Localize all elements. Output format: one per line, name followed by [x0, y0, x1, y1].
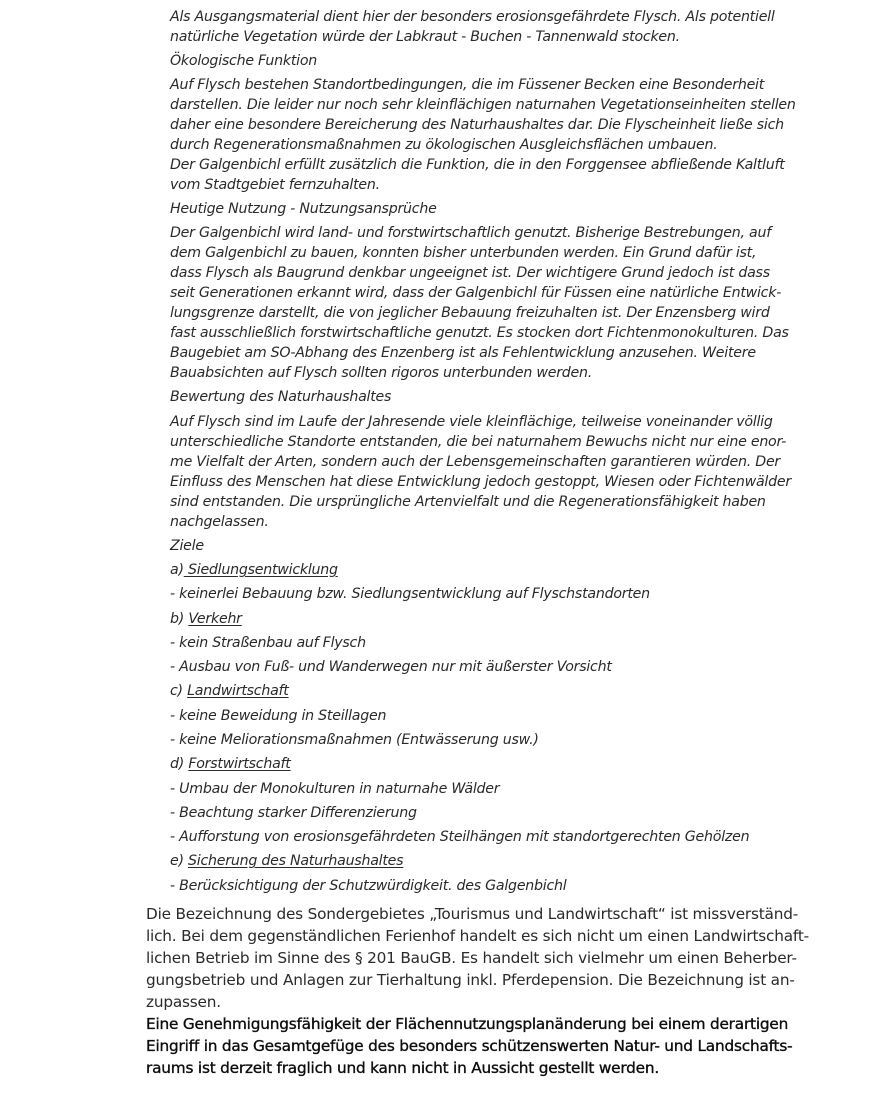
goal-item: - Ausbau von Fuß- und Wanderwegen nur mit äußerster Vorsicht: [170, 659, 612, 675]
body-line: lichen Betrieb im Sinne des § 201 BauGB. Es handelt sich vielmehr um einen Beherber-: [146, 949, 797, 967]
goal-heading-b: [170, 609, 242, 629]
body-line: lich. Bei dem gegenständlichen Ferienhof handelt es sich nicht um einen Landwirtschaft-: [146, 927, 809, 945]
body-line: Die Bezeichnung des Sondergebietes „Tourismus und Landwirtschaft“ ist missverständ-: [146, 905, 799, 923]
goal-heading-d: [170, 754, 291, 774]
quote-line: durch Regenerationsmaßnahmen zu ökologischen Ausgleichsflächen umbauen.: [170, 137, 718, 153]
goal-prefix: d): [170, 756, 189, 772]
goal-item: - Beachtung starker Differenzierung: [170, 805, 417, 821]
conclusion-line: Eine Genehmigungsfähigkeit der Flächennutzungsplanänderung bei einem derartigen: [146, 1015, 789, 1033]
quote-line: natürliche Vegetation würde der Labkraut - Buchen - Tannenwald stocken.: [170, 29, 680, 45]
quote-line: Einfluss des Menschen hat diese Entwicklung jedoch gestoppt, Wiesen oder Fichtenwälder: [170, 474, 791, 490]
goal-title: Forstwirtschaft: [188, 756, 291, 772]
conclusion-line: Eingriff in das Gesamtgefüge des besonders schützenswerten Natur- und Landschafts-: [146, 1037, 793, 1055]
goal-prefix: a): [170, 562, 184, 578]
quote-line: Der Galgenbichl wird land- und forstwirtschaftlich genutzt. Bisherige Bestrebungen, auf: [170, 225, 771, 241]
heading-heutige-nutzung: Heutige Nutzung - Nutzungsansprüche: [170, 201, 437, 217]
goal-heading-c: [170, 681, 289, 701]
quote-line: me Vielfalt der Arten, sondern auch der Lebensgemeinschaften garantieren würden. Der: [170, 454, 781, 470]
quote-line: seit Generationen erkannt wird, dass der Galgenbichl für Füssen eine natürliche Entwick-: [170, 285, 782, 301]
quote-line: lungsgrenze darstellt, die von jeglicher Bebauung freizuhalten ist. Der Enzensberg wird: [170, 305, 770, 321]
quote-line: darstellen. Die leider nur noch sehr kleinflächigen naturnahen Vegetationseinheiten stellen: [170, 97, 796, 113]
quote-line: unterschiedliche Standorte entstanden, die bei naturnahem Bewuchs nicht nur eine enor-: [170, 434, 787, 450]
quote-line: Bauabsichten auf Flysch sollten rigoros unterbunden werden.: [170, 365, 593, 381]
quote-line: vom Stadtgebiet fernzuhalten.: [170, 177, 380, 193]
conclusion-line: raums ist derzeit fraglich und kann nicht in Aussicht gestellt werden.: [146, 1059, 660, 1077]
quote-line: dem Galgenbichl zu bauen, konnten bisher unterbunden werden. Ein Grund dafür ist,: [170, 245, 757, 261]
heading-oekologische-funktion: Ökologische Funktion: [170, 53, 318, 69]
goal-prefix: e): [170, 853, 189, 869]
quote-line: Auf Flysch bestehen Standortbedingungen, die im Füssener Becken eine Besonderheit: [170, 77, 765, 93]
heading-ziele: Ziele: [170, 538, 204, 554]
body-line: gungsbetrieb und Anlagen zur Tierhaltung inkl. Pferdepension. Die Bezeichnung ist an-: [146, 971, 795, 989]
body-line: zupassen.: [146, 993, 221, 1011]
goal-title: Sicherung des Naturhaushaltes: [188, 853, 404, 869]
quote-line: daher eine besondere Bereicherung des Naturhaushaltes dar. Die Flyscheinheit ließe sich: [170, 117, 784, 133]
goal-title: Landwirtschaft: [187, 683, 289, 699]
goal-prefix: c): [170, 683, 188, 699]
goal-item: - keine Beweidung in Steillagen: [170, 708, 387, 724]
quote-line: nachgelassen.: [170, 514, 269, 530]
goal-item: - Aufforstung von erosionsgefährdeten Steilhängen mit standortgerechten Gehölzen: [170, 829, 750, 845]
goal-prefix: b): [170, 611, 189, 627]
goal-item: - keine Meliorationsmaßnahmen (Entwässerung usw.): [170, 732, 539, 748]
goal-item: - Berücksichtigung der Schutzwürdigkeit. des Galgenbichl: [170, 878, 567, 894]
quote-line: dass Flysch als Baugrund denkbar ungeeignet ist. Der wichtigere Grund jedoch ist dass: [170, 265, 770, 281]
quote-line: Baugebiet am SO-Abhang des Enzenberg ist als Fehlentwicklung anzusehen. Weitere: [170, 345, 756, 361]
goal-title: Siedlungsentwicklung: [183, 562, 338, 578]
goal-item: - kein Straßenbau auf Flysch: [170, 635, 366, 651]
goal-title: Verkehr: [188, 611, 242, 627]
goal-item: - keinerlei Bebauung bzw. Siedlungsentwicklung auf Flyschstandorten: [170, 586, 650, 602]
goal-heading-e: [170, 851, 403, 871]
goal-item: - Umbau der Monokulturen in naturnahe Wälder: [170, 781, 500, 797]
quote-line: Als Ausgangsmaterial dient hier der besonders erosionsgefährdete Flysch. Als potentiell: [170, 9, 775, 25]
goal-heading-a: [170, 560, 338, 580]
quote-line: Der Galgenbichl erfüllt zusätzlich die Funktion, die in den Forggensee abfließende Kaltluft: [170, 157, 785, 173]
quote-line: Auf Flysch sind im Laufe der Jahresende viele kleinflächige, teilweise voneinander völlig: [170, 414, 773, 430]
heading-bewertung: Bewertung des Naturhaushaltes: [170, 389, 392, 405]
quote-line: sind entstanden. Die ursprüngliche Artenvielfalt und die Regenerationsfähigkeit haben: [170, 494, 766, 510]
quote-line: fast ausschließlich forstwirtschaftliche genutzt. Es stocken dort Fichtenmonokulturen. Das: [170, 325, 789, 341]
